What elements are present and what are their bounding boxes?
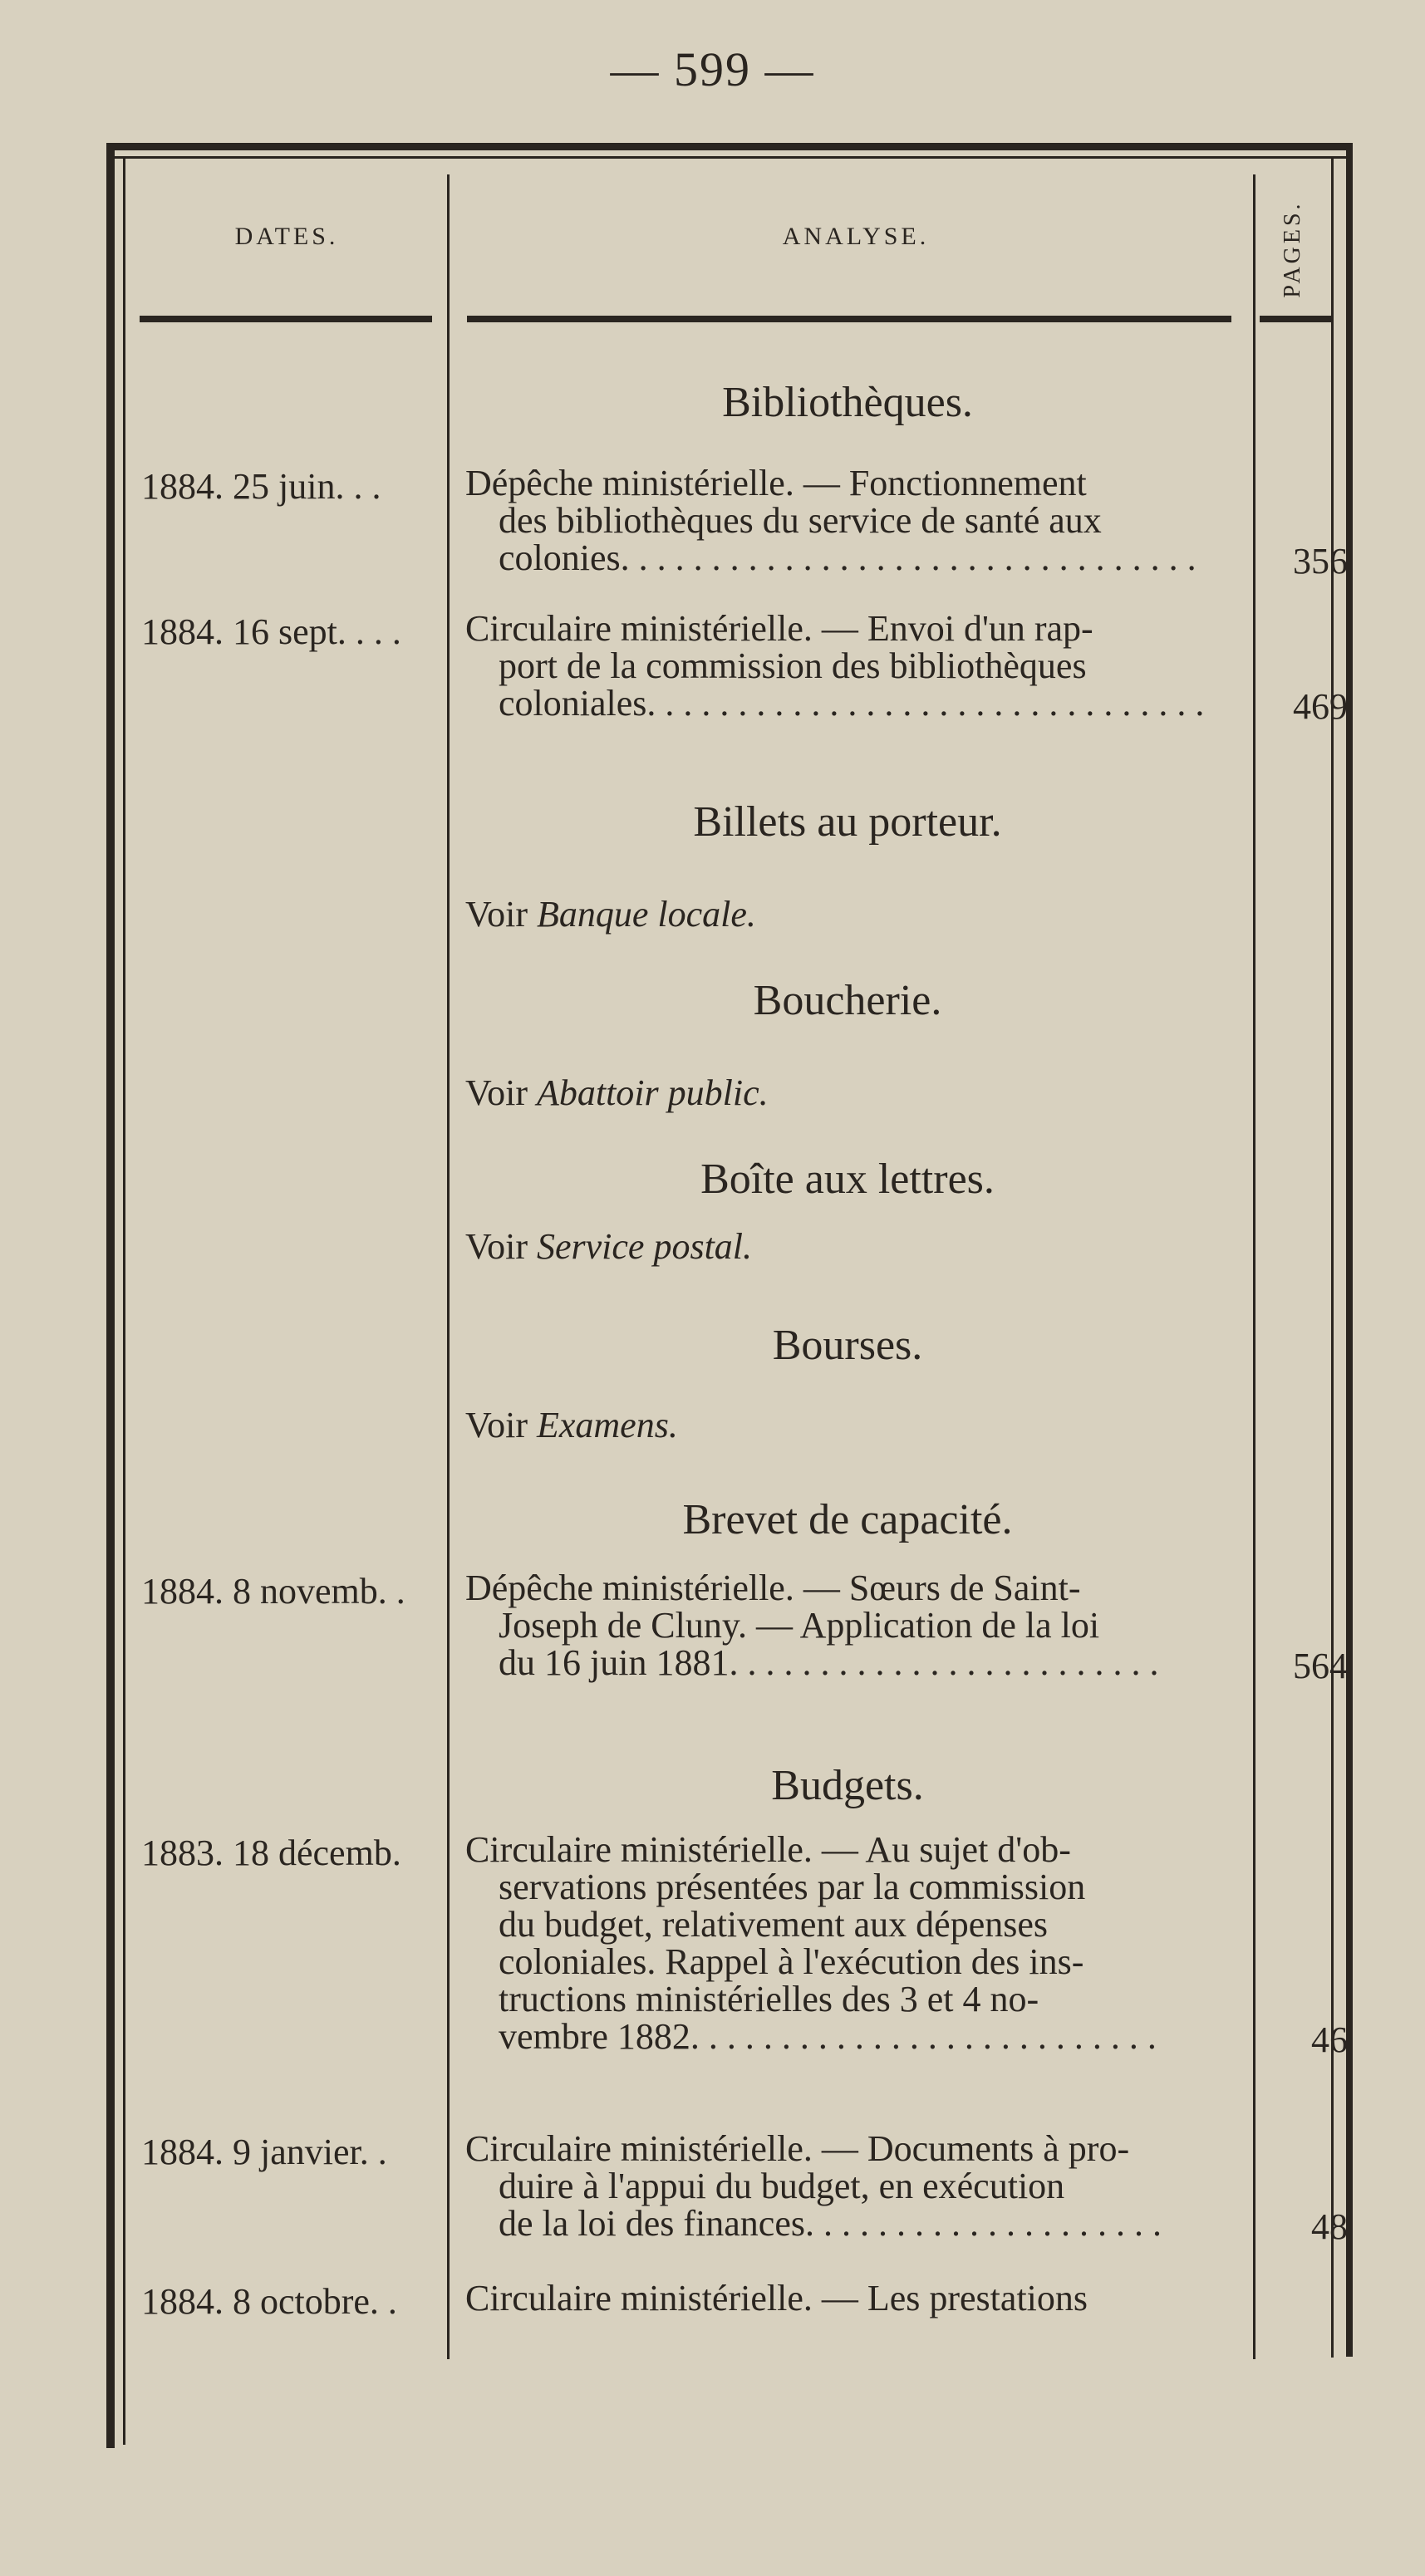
see-also-target: Abattoir public. [536,1072,769,1113]
entry-text-line: tructions ministérielles des 3 et 4 no- [499,1979,1039,2019]
entry-date: 1884. 8 novemb. . [141,1571,405,1612]
entry-text-line: duire à l'appui du budget, en exécution [499,2166,1065,2206]
entry-text-line: Circulaire ministérielle. — Les prestations [465,2278,1088,2318]
entry-date: 1883. 18 décemb. [141,1833,401,1873]
entry-date: 1884. 16 sept. . . . [141,611,401,652]
section-title: Budgets. [771,1762,924,1809]
see-also-reference [465,1404,678,1446]
page-number: — 599 — [610,42,815,96]
see-also-prefix: Voir [465,894,528,935]
entry-date: 1884. 8 octobre. . [141,2281,397,2322]
header-dates: DATES. [234,223,339,250]
entry-text-line: du budget, relativement aux dépenses [499,1904,1049,1945]
see-also-target: Banque locale. [536,894,756,935]
entry-page-ref: 46 [1311,2019,1348,2060]
entry-text-line: Joseph de Cluny. — Application de la loi [499,1605,1100,1646]
entry-text-line: des bibliothèques du service de santé aux [499,500,1102,541]
entry-text-line: Circulaire ministérielle. — Documents à pro- [465,2128,1130,2169]
entry-text-line: colonies. . . . . . . . . . . . . . . . . . . . . . . . . . . . . . . . [499,537,1197,578]
entry-text-line: Dépêche ministérielle. — Sœurs de Saint- [465,1568,1081,1608]
see-also-target: Examens. [536,1405,678,1445]
header-pages: PAGES. [1280,200,1305,298]
entry-date: 1884. 25 juin. . . [141,466,381,507]
see-also-target: Service postal. [536,1226,753,1267]
entry-page-ref: 564 [1293,1646,1348,1686]
section-title: Billets au porteur. [693,798,1002,846]
entry-page-ref: 48 [1311,2206,1348,2247]
see-also-prefix: Voir [465,1072,528,1113]
entry-text-line: de la loi des finances. . . . . . . . . . . . . . . . . . . . [499,2203,1162,2244]
entry-page-ref: 356 [1293,541,1348,581]
see-also-prefix: Voir [465,1405,528,1445]
entry-page-ref: 469 [1293,686,1348,727]
section-title: Bourses. [772,1322,923,1369]
section-title: Bibliothèques. [722,379,973,426]
entry-text-line: coloniales. Rappel à l'exécution des ins- [499,1941,1084,1982]
section-title: Boucherie. [753,977,942,1024]
section-title: Boîte aux lettres. [700,1156,995,1203]
entry-text-line: coloniales. . . . . . . . . . . . . . . . . . . . . . . . . . . . . . . [499,683,1205,724]
entry-text-line: port de la commission des bibliothèques [499,645,1087,686]
entry-text-line: du 16 juin 1881. . . . . . . . . . . . . . . . . . . . . . . . [499,1642,1159,1683]
entry-text-line: vembre 1882. . . . . . . . . . . . . . . . . . . . . . . . . . [499,2016,1157,2057]
see-also-reference [465,893,756,935]
entry-text-line: Dépêche ministérielle. — Fonctionnement [465,463,1087,503]
header-analyse: ANALYSE. [782,223,930,250]
see-also-reference [465,1225,752,1268]
section-title: Brevet de capacité. [682,1496,1013,1543]
see-also-prefix: Voir [465,1226,528,1267]
entry-text-line: Circulaire ministérielle. — Envoi d'un rap- [465,608,1093,649]
entry-date: 1884. 9 janvier. . [141,2132,387,2172]
see-also-reference [465,1072,769,1114]
entry-text-line: Circulaire ministérielle. — Au sujet d'ob- [465,1829,1071,1870]
entry-text-line: servations présentées par la commission [499,1867,1086,1907]
